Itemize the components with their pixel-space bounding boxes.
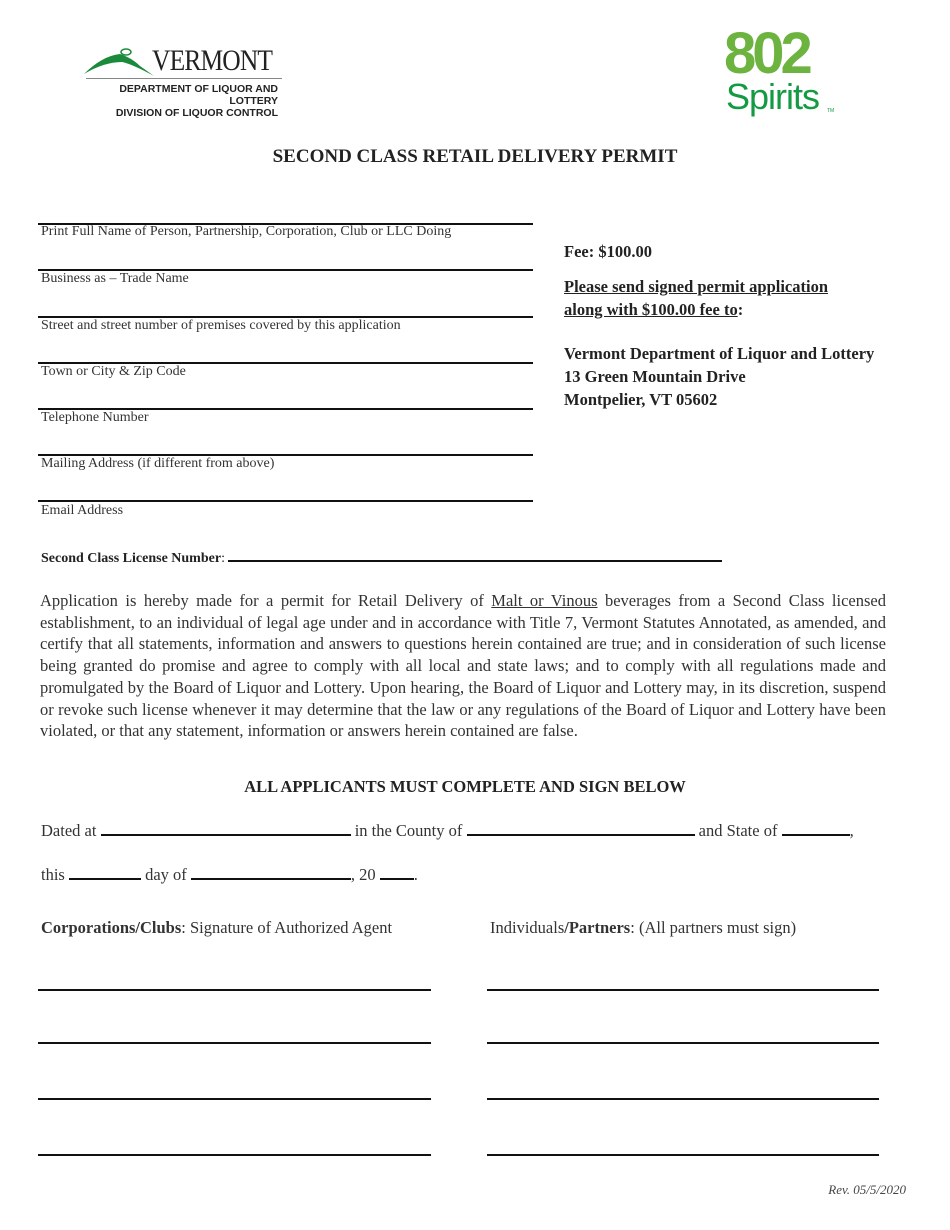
name-label: Print Full Name of Person, Partnership, Corporation, Club or LLC Doing xyxy=(41,224,452,239)
mountain-icon xyxy=(82,48,157,78)
logo-rule xyxy=(86,78,282,79)
street-label: Street and street number of premises covered by this application xyxy=(41,318,401,333)
individuals-heading: Individuals/Partners: (All partners must sign) xyxy=(490,918,797,937)
partner-signature-line[interactable] xyxy=(487,989,879,991)
day-field[interactable] xyxy=(69,864,141,880)
section-heading: ALL APPLICANTS MUST COMPLETE AND SIGN BELOW xyxy=(244,777,686,796)
year-field[interactable] xyxy=(380,864,414,880)
partner-signature-line[interactable] xyxy=(487,1154,879,1156)
corp-signature-line[interactable] xyxy=(38,1154,431,1156)
corp-signature-line[interactable] xyxy=(38,1042,431,1044)
corp-signature-line[interactable] xyxy=(38,989,431,991)
month-field[interactable] xyxy=(191,864,351,880)
mailing-address-label: Mailing Address (if different from above) xyxy=(41,456,275,471)
form-title: SECOND CLASS RETAIL DELIVERY PERMIT xyxy=(272,146,678,167)
license-number-field[interactable] xyxy=(228,546,722,562)
partner-signature-line[interactable] xyxy=(487,1098,879,1100)
date-row: this day of , 20 . xyxy=(41,865,418,884)
corp-signature-line[interactable] xyxy=(38,1098,431,1100)
dated-at-field[interactable] xyxy=(101,820,351,836)
telephone-label: Telephone Number xyxy=(41,410,149,425)
logo-dept: DEPARTMENT OF LIQUOR AND LOTTERY xyxy=(119,83,278,107)
send-instructions: Please send signed permit application along with $100.00 fee to: xyxy=(564,277,829,319)
dated-row: Dated at in the County of and State of , xyxy=(41,821,854,840)
revision-date: Rev. 05/5/2020 xyxy=(828,1182,906,1197)
email-field[interactable] xyxy=(38,500,533,502)
trade-name-label: Business as – Trade Name xyxy=(41,271,189,286)
802-spirits-logo: 802 Spirits TM xyxy=(724,21,835,117)
mailing-address-block: Vermont Department of Liquor and Lottery 13 Green Mountain Drive Montpelier, VT 05602 xyxy=(564,344,875,409)
town-zip-label: Town or City & Zip Code xyxy=(41,364,186,379)
license-number-row: Second Class License Number: xyxy=(41,546,722,567)
fee: Fee: $100.00 xyxy=(564,242,652,261)
state-field[interactable] xyxy=(782,820,850,836)
partner-signature-line[interactable] xyxy=(487,1042,879,1044)
logo-division: DIVISION OF LIQUOR CONTROL xyxy=(115,107,278,119)
vermont-dll-logo: VERMONT DEPARTMENT OF LIQUOR AND LOTTERY DIVISION OF LIQUOR CONTROL xyxy=(82,40,287,110)
application-statement: Application is hereby made for a permit for Retail Delivery of Malt or Vinous beverages from a Second Class licensed establishment, to an individual of legal age under and in accordance with Title 7, Vermont Statutes Annotated, as amended, and certify that all statements, information and answers to questions herein contained are true; and in consideration of such license being granted do promise and agree to comply with all local and state laws; and to comply with all regulations made and promulgated by the Board of Liquor and Lottery. Upon hearing, the Board of Liquor and Lottery may, in its discretion, suspend or revoke such license whenever it may determine that the law or any regulations of the Board of Liquor and Lottery have been violated, or that any statement, information or answers herein contained are false. xyxy=(40,591,886,741)
county-field[interactable] xyxy=(467,820,695,836)
email-label: Email Address xyxy=(41,503,124,518)
corporations-heading: Corporations/Clubs: Signature of Authorized Agent xyxy=(41,918,393,937)
